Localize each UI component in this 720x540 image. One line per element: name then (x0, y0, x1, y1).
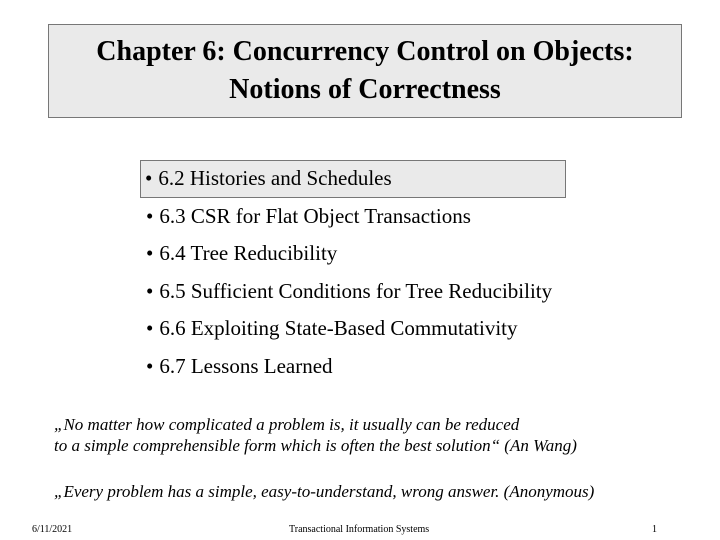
bullet-icon: • (145, 166, 153, 190)
footer-page-number: 1 (652, 524, 657, 535)
outline-item-6-4 (140, 235, 720, 273)
outline-item-6-3 (140, 198, 720, 236)
bullet-icon: • (146, 203, 154, 228)
outline-item-6-2 (140, 160, 566, 198)
slide-title-line-1: Chapter 6: Concurrency Control on Objects: (96, 36, 634, 67)
outline-item-label: 6.6 Exploiting State-Based Commutativity (159, 316, 518, 340)
quote-line-1: „No matter how complicated a problem is, it usually can be reduced (54, 415, 520, 434)
outline-item-label: 6.3 CSR for Flat Object Transactions (159, 203, 471, 228)
quote-line-2: to a simple comprehensible form which is often the best solution“ (An Wang) (54, 436, 577, 455)
bullet-icon: • (146, 278, 154, 303)
outline-item-label: 6.5 Sufficient Conditions for Tree Reducibility (159, 278, 553, 303)
bullet-icon: • (146, 353, 154, 378)
chapter-outline (140, 160, 720, 385)
slide-title (48, 24, 682, 118)
outline-item-6-7 (140, 348, 720, 386)
footer-course-title: Transactional Information Systems (289, 524, 430, 535)
outline-item-6-5 (140, 273, 720, 311)
outline-item-6-6 (140, 310, 720, 348)
outline-item-label: 6.2 Histories and Schedules (158, 166, 392, 190)
outline-item-label: 6.4 Tree Reducibility (159, 241, 338, 265)
bullet-icon: • (146, 316, 154, 340)
quote-an-wang (54, 414, 577, 456)
outline-item-label: 6.7 Lessons Learned (159, 353, 333, 378)
slide-title-line-2: Notions of Correctness (229, 74, 501, 105)
footer-date: 6/11/2021 (32, 524, 73, 535)
bullet-icon: • (146, 241, 154, 265)
quote-anonymous: „Every problem has a simple, easy-to-understand, wrong answer. (Anonymous) (54, 482, 595, 501)
